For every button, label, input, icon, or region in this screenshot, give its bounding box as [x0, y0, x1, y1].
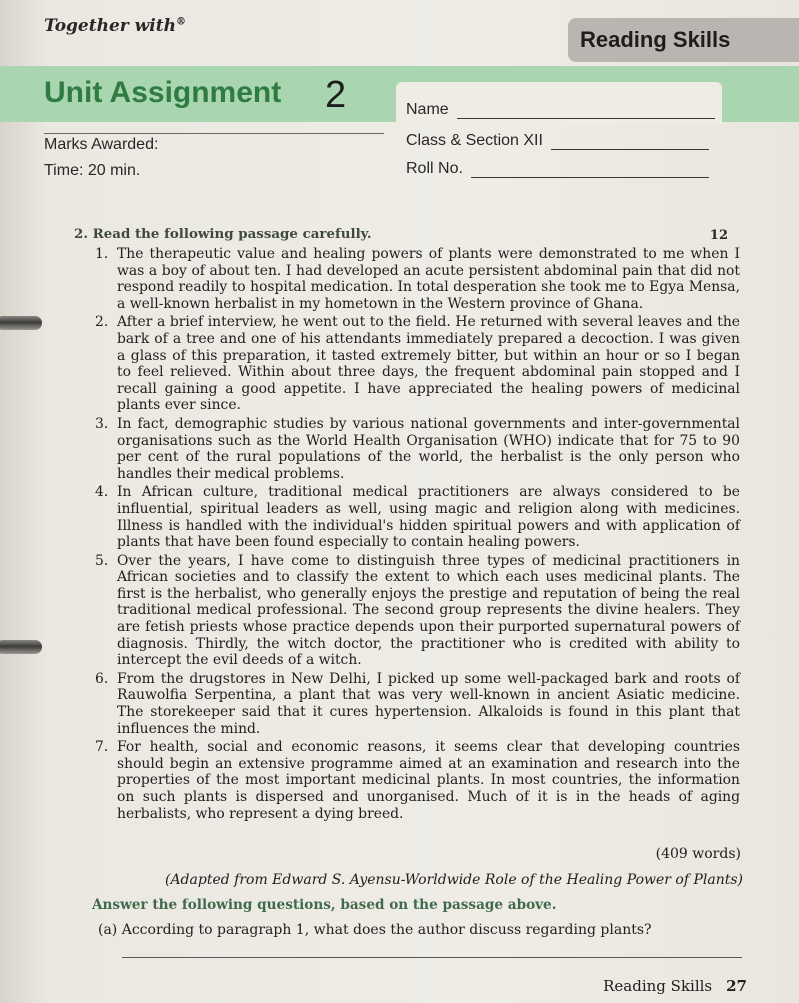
question-heading — [74, 226, 730, 242]
word-count: (409 words) — [655, 846, 741, 862]
paragraph — [95, 739, 740, 822]
time-limit: Time: 20 min. — [44, 162, 141, 179]
question-marks: 12 — [709, 228, 728, 243]
answer-line[interactable] — [122, 957, 742, 958]
paragraph-text: For health, social and economic reasons, it seems clear that developing countries should begin an extensive programme aimed at an examination and research into the properties of the most important medicinal plants. In most countries, the information on such plants is dispersed and unorganised. Much of it is in the heads of aging herbalists, who represent a dying breed. — [117, 739, 740, 822]
class-label: Class & Section XII — [406, 132, 543, 149]
header-rule — [44, 133, 384, 134]
marks-awarded: Marks Awarded: — [44, 136, 159, 153]
unit-title: Unit Assignment — [44, 76, 282, 109]
passage-source: (Adapted from Edward S. Ayensu-Worldwide Role of the Healing Power of Plants) — [164, 872, 743, 888]
unit-number: 2 — [325, 74, 347, 116]
brand-logo — [44, 16, 186, 36]
paragraph-text: In fact, demographic studies by various national governments and inter-governmental organisations such as the World Health Organisation (WHO) indicate that for 75 to 90 per cent of the rural populations of the world, the herbalist is the only person who handles their medical problems. — [117, 415, 740, 482]
roll-field[interactable] — [406, 160, 709, 178]
paragraph-number: 1. — [95, 246, 109, 262]
name-line[interactable] — [457, 104, 715, 119]
section-title: Reading Skills — [580, 27, 731, 52]
page-footer — [603, 977, 747, 995]
class-field[interactable] — [406, 132, 709, 150]
paragraph-number: 7. — [95, 739, 109, 756]
paragraph — [95, 416, 740, 482]
paragraph-number: 6. — [95, 670, 109, 687]
name-label: Name — [406, 101, 449, 118]
binder-ring-icon — [0, 316, 42, 330]
section-tab — [568, 18, 799, 62]
paragraph-text: In African culture, traditional medical practitioners are always considered to be influential, spiritual leaders as well, using magic and religion along with medicines. Illness is handled with the individual's hidden spiritual powers and with application of plants that have been found especially to contain healing powers. — [117, 484, 740, 551]
registered-mark: ® — [175, 16, 186, 28]
class-line[interactable] — [551, 135, 709, 150]
answer-heading: Answer the following questions, based on the passage above. — [92, 897, 557, 913]
paragraph-text: After a brief interview, he went out to the field. He returned with several leaves and the bark of a tree and one of his attendants immediately prepared a decoction. I was given a glass of this preparation, it tasted extremely bitter, but within an hour or so I began to feel relieved. Within about three days, the frequent abdominal pain stopped and I recall gaining a good appetite. I have appreciated the healing powers of medicinal plants ever since. — [117, 314, 740, 414]
name-field[interactable] — [406, 101, 715, 119]
roll-line[interactable] — [471, 163, 709, 178]
roll-label: Roll No. — [406, 160, 463, 177]
paragraph — [95, 314, 740, 414]
paragraph — [95, 484, 740, 550]
paragraph-text: From the drugstores in New Delhi, I picked up some well-packaged bark and roots of Rauwolfia Serpentina, a plant that was very well-known in ancient Asiatic medicine. The storekeeper said that it cures hypertension. Alkaloids is found in this plant that influences the mind. — [117, 670, 740, 737]
paragraph-number: 5. — [95, 552, 109, 569]
footer-label: Reading Skills — [603, 977, 713, 995]
paragraph-text: The therapeutic value and healing powers of plants were demonstrated to me when I was a boy of about ten. I had developed an acute persistent abdominal pain that did not respond readily to hospital medication. In total desperation she took me to Egya Mensa, a well-known herbalist in my hometown in the Western province of Ghana. — [117, 246, 740, 312]
paragraph-text: Over the years, I have come to distinguish three types of medicinal practitioners in African societies and to classify the extent to which each uses medicinal plants. The first is the herbalist, who generally enjoys the prestige and reputation of being the real traditional medical professional. The second group represents the divine healers. They are fetish priests whose practice depends upon their purported supernatural powers of diagnosis. Thirdly, the witch doctor, the practitioner who is credited with ability to intercept the evil deeds of a witch. — [117, 552, 740, 669]
paragraph-number: 4. — [95, 484, 109, 501]
sub-question: (a) According to paragraph 1, what does the author discuss regarding plants? — [98, 922, 652, 938]
binder-ring-icon — [0, 640, 42, 654]
paragraph — [95, 671, 740, 737]
paragraph-number: 3. — [95, 415, 109, 432]
brand-text: Together with — [44, 16, 176, 36]
paragraph — [95, 553, 740, 669]
paragraph — [95, 246, 740, 312]
question-heading-text: 2. Read the following passage carefully. — [74, 226, 372, 242]
paragraph-number: 2. — [95, 314, 109, 331]
passage — [95, 246, 740, 824]
page-number: 27 — [726, 977, 747, 995]
